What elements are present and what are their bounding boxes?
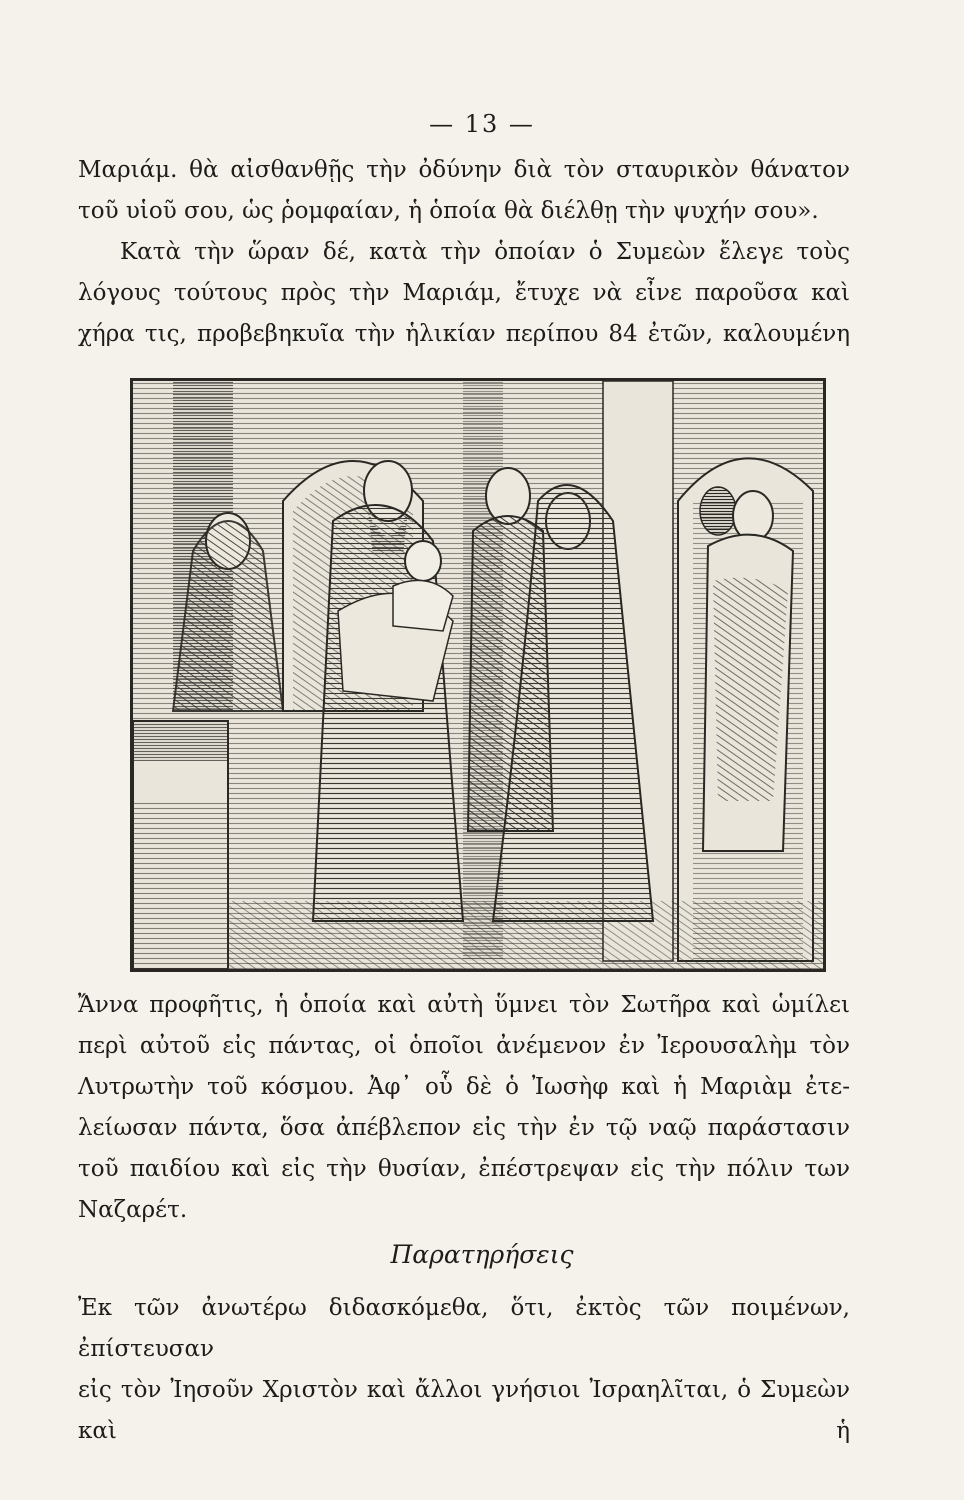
- engraving-illustration: [130, 378, 826, 972]
- text-line: Ἐκ τῶν ἀνωτέρω διδασκόμεθα, ὅτι, ἐκτὸς τῶν ποιμένων, ἐπίστευσαν: [78, 1295, 850, 1362]
- section-heading: Παρατηρήσεις: [390, 1240, 574, 1269]
- page-number: — 13 —: [429, 110, 535, 138]
- text-line: εἰς τὸν Ἰησοῦν Χριστὸν καὶ ἄλλοι γνήσιοι Ἰσραηλῖται, ὁ Συμεὼν καὶ ἡ: [78, 1377, 850, 1444]
- text-line: Ναζαρέτ.: [78, 1197, 188, 1223]
- engraving-presentation-icon: [133, 381, 823, 969]
- text-line: περὶ αὐτοῦ εἰς πάντας, οἱ ὁποῖοι ἀνέμενον ἐν Ἰερουσαλὴμ τὸν: [78, 1033, 850, 1059]
- text-line: Κατὰ τὴν ὥραν δέ, κατὰ τὴν ὁποίαν ὁ Συμεὼν ἔλεγε τοὺς: [120, 239, 850, 265]
- text-line: Ἄννα προφῆτις, ἡ ὁποία καὶ αὐτὴ ὕμνει τὸν Σωτῆρα καὶ ὡμίλει: [78, 992, 850, 1018]
- continuation-paragraph: [78, 985, 850, 1231]
- text-line: Λυτρωτὴν τοῦ κόσμου. Ἀφ᾽ οὗ δὲ ὁ Ἰωσὴφ καὶ ἡ Μαριὰμ ἐτε-: [78, 1074, 850, 1100]
- top-paragraph: [78, 150, 850, 355]
- text-line: τοῦ παιδίου καὶ εἰς τὴν θυσίαν, ἐπέστρεψαν εἰς τὴν πόλιν των: [78, 1156, 850, 1182]
- notes-paragraph: [78, 1288, 850, 1452]
- text-line: χήρα τις, προβεβηκυῖα τὴν ἡλικίαν περίπου 84 ἐτῶν, καλουμένη: [78, 321, 850, 347]
- text-line: λόγους τούτους πρὸς τὴν Μαριάμ, ἔτυχε νὰ εἶνε παροῦσα καὶ: [78, 280, 850, 306]
- text-line: τοῦ υἱοῦ σου, ὡς ῥομφαίαν, ἡ ὁποία θὰ διέλθῃ τὴν ψυχήν σου».: [78, 198, 819, 224]
- text-line: λείωσαν πάντα, ὅσα ἀπέβλεπον εἰς τὴν ἐν τῷ ναῷ παράστασιν: [78, 1115, 850, 1141]
- text-line: Μαριάμ. θὰ αἰσθανθῇς τὴν ὀδύνην διὰ τὸν σταυρικὸν θάνατον: [78, 157, 850, 183]
